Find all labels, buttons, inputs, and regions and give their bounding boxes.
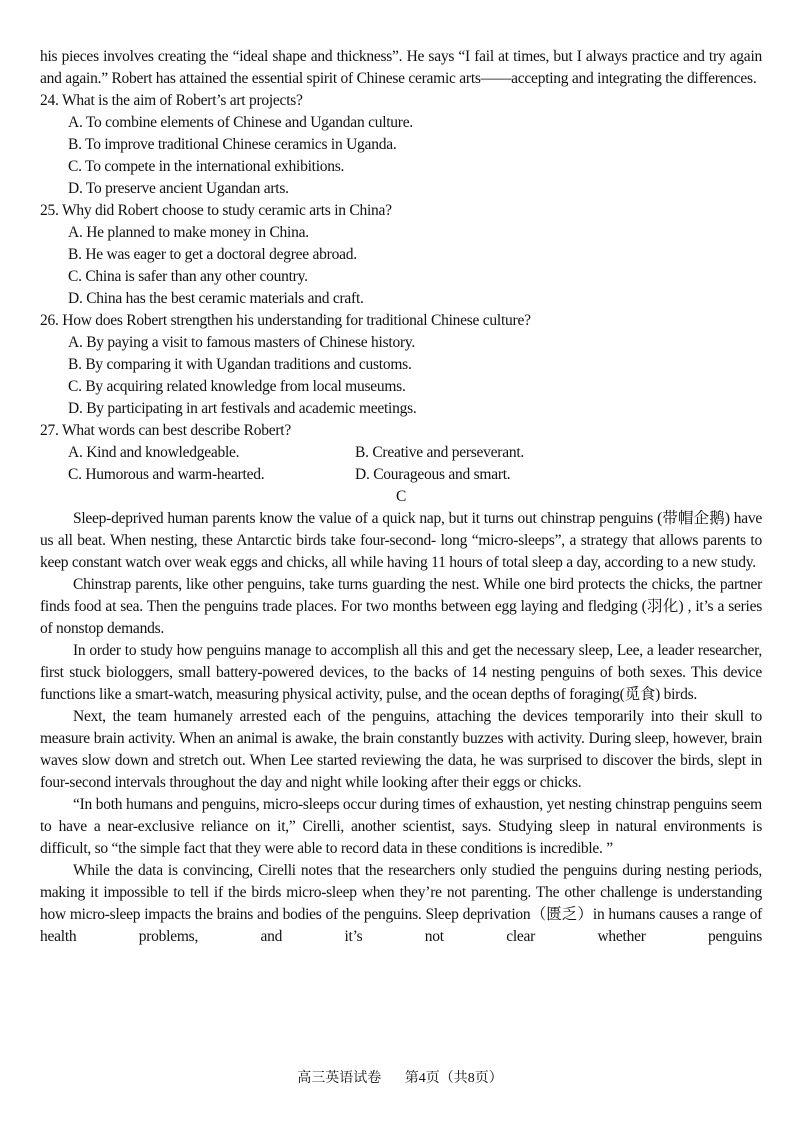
option: C. Humorous and warm-hearted. [68, 466, 265, 483]
passage-paragraph: Sleep-deprived human parents know the value of a quick nap, but it turns out chinstrap penguins (带帽企鹅) have us all beat. When nesting, these Antarctic birds take four-second- long “micro-sleeps”, a strategy that allows parents to keep constant watch over weak eggs and chicks, all while having 11 hours of total sleep a day, according to a new study. [40, 510, 762, 571]
option: D. By participating in art festivals and academic meetings. [68, 400, 417, 417]
question-25 [40, 200, 762, 310]
option: B. To improve traditional Chinese ceramics in Uganda. [68, 136, 397, 153]
passage-paragraph: While the data is convincing, Cirelli notes that the researchers only studied the penguins during nesting periods, making it impossible to tell if the birds micro-sleep when they’re not parenting. The other challenge is understanding how micro-sleep impacts the brains and bodies of the penguins. Sleep deprivation（匮乏）in humans causes a range of health problems, and it’s not clear whether penguins [40, 862, 762, 945]
question-stem: 26. How does Robert strengthen his understanding for traditional Chinese culture? [40, 312, 531, 329]
option: C. By acquiring related knowledge from local museums. [68, 378, 406, 395]
option: C. China is safer than any other country. [68, 268, 308, 285]
intro-paragraph: his pieces involves creating the “ideal shape and thickness”. He says “I fail at times, but I always practice and try again and again.” Robert has attained the essential spirit of Chinese ceramic arts——accepting and integrating the differences. [40, 48, 762, 87]
question-27 [40, 420, 762, 486]
option: B. By comparing it with Ugandan traditions and customs. [68, 356, 412, 373]
question-stem: 27. What words can best describe Robert? [40, 422, 291, 439]
option-row [68, 464, 762, 486]
option: D. China has the best ceramic materials and craft. [68, 290, 364, 307]
page-footer [0, 1068, 800, 1090]
option-row [68, 442, 762, 464]
question-stem: 24. What is the aim of Robert’s art projects? [40, 92, 303, 109]
section-label: C [395, 488, 407, 505]
option: D. To preserve ancient Ugandan arts. [68, 180, 289, 197]
passage-paragraph: “In both humans and penguins, micro-sleeps occur during times of exhaustion, yet nesting chinstrap penguins seem to have a near-exclusive reliance on it,” Cirelli, another scientist, says. Studying sleep in natural environments is difficult, so “the simple fact that they were able to record data in these conditions is incredible. ” [40, 796, 762, 857]
option: A. To combine elements of Chinese and Ugandan culture. [68, 114, 413, 131]
option: C. To compete in the international exhibitions. [68, 158, 345, 175]
option: A. By paying a visit to famous masters of Chinese history. [68, 334, 415, 351]
question-stem: 25. Why did Robert choose to study ceramic arts in China? [40, 202, 392, 219]
footer-title: 高三英语试卷 [297, 1071, 382, 1086]
option: B. He was eager to get a doctoral degree abroad. [68, 246, 357, 263]
option: A. He planned to make money in China. [68, 224, 309, 241]
option: D. Courageous and smart. [355, 466, 511, 483]
question-24 [40, 90, 762, 200]
exam-page [40, 46, 762, 948]
option: A. Kind and knowledgeable. [68, 444, 240, 461]
passage-paragraph: Chinstrap parents, like other penguins, take turns guarding the nest. While one bird protects the chicks, the partner finds food at sea. Then the penguins trade places. For two months between egg laying and fledging (羽化) , it’s a series of nonstop demands. [40, 576, 762, 637]
passage-paragraph: In order to study how penguins manage to accomplish all this and get the necessary sleep, Lee, a leader researcher, first stuck biologgers, small battery-powered devices, to the backs of 14 nesting penguins of both sexes. This device functions like a smart-watch, measuring physical activity, pulse, and the ocean depths of foraging(觅食) birds. [40, 642, 762, 703]
option: B. Creative and perseverant. [355, 444, 525, 461]
passage-paragraph: Next, the team humanely arrested each of the penguins, attaching the devices temporarily into their skull to measure brain activity. When an animal is awake, the brain constantly buzzes with activity. During sleep, however, brain waves slow down and stretch out. When Lee started reviewing the data, he was surprised to discover the birds, slept in four-second intervals throughout the day and night while looking after their eggs or chicks. [40, 708, 762, 791]
question-26 [40, 310, 762, 420]
footer-page-number: 第4页（共8页） [404, 1071, 503, 1086]
